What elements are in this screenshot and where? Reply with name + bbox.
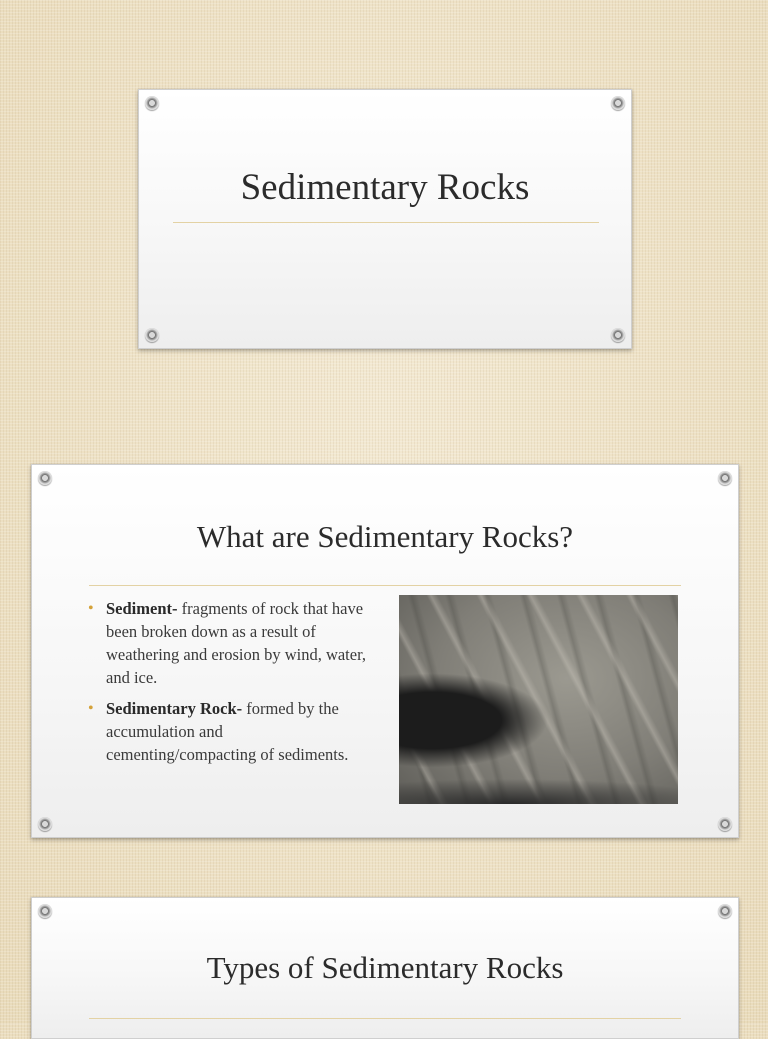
screw-bolt-icon — [145, 328, 159, 342]
screw-bolt-icon — [145, 96, 159, 110]
slide-title: Types of Sedimentary Rocks — [206, 950, 564, 985]
list-item — [86, 597, 376, 689]
screw-bolt-icon — [611, 328, 625, 342]
bullet-text: formed by the accumulation and cementing/compacting of sediments. — [106, 699, 349, 764]
slide-title: Sedimentary Rocks — [240, 167, 530, 208]
bullet-term: Sedimentary Rock- — [106, 699, 243, 718]
slide-1 — [138, 89, 632, 349]
sedimentary-rock-photo — [399, 595, 678, 804]
slide-2 — [31, 464, 739, 838]
screw-bolt-icon — [38, 471, 52, 485]
screw-bolt-icon — [38, 904, 52, 918]
screw-bolt-icon — [718, 817, 732, 831]
title-divider — [173, 222, 599, 223]
bullet-icon: • — [88, 700, 94, 717]
title-divider — [89, 585, 681, 586]
screw-bolt-icon — [38, 817, 52, 831]
screw-bolt-icon — [718, 904, 732, 918]
bullet-icon: • — [88, 600, 94, 617]
slide-title: What are Sedimentary Rocks? — [196, 519, 574, 554]
screw-bolt-icon — [611, 96, 625, 110]
screw-bolt-icon — [718, 471, 732, 485]
slide-3 — [31, 897, 739, 1039]
list-item — [86, 697, 376, 766]
title-divider — [89, 1018, 681, 1019]
bullet-text: fragments of rock that have been broken down as a result of weathering and erosion by wind, water, and ice. — [106, 599, 367, 687]
bullet-list — [86, 597, 376, 774]
bullet-term: Sediment- — [106, 599, 178, 618]
